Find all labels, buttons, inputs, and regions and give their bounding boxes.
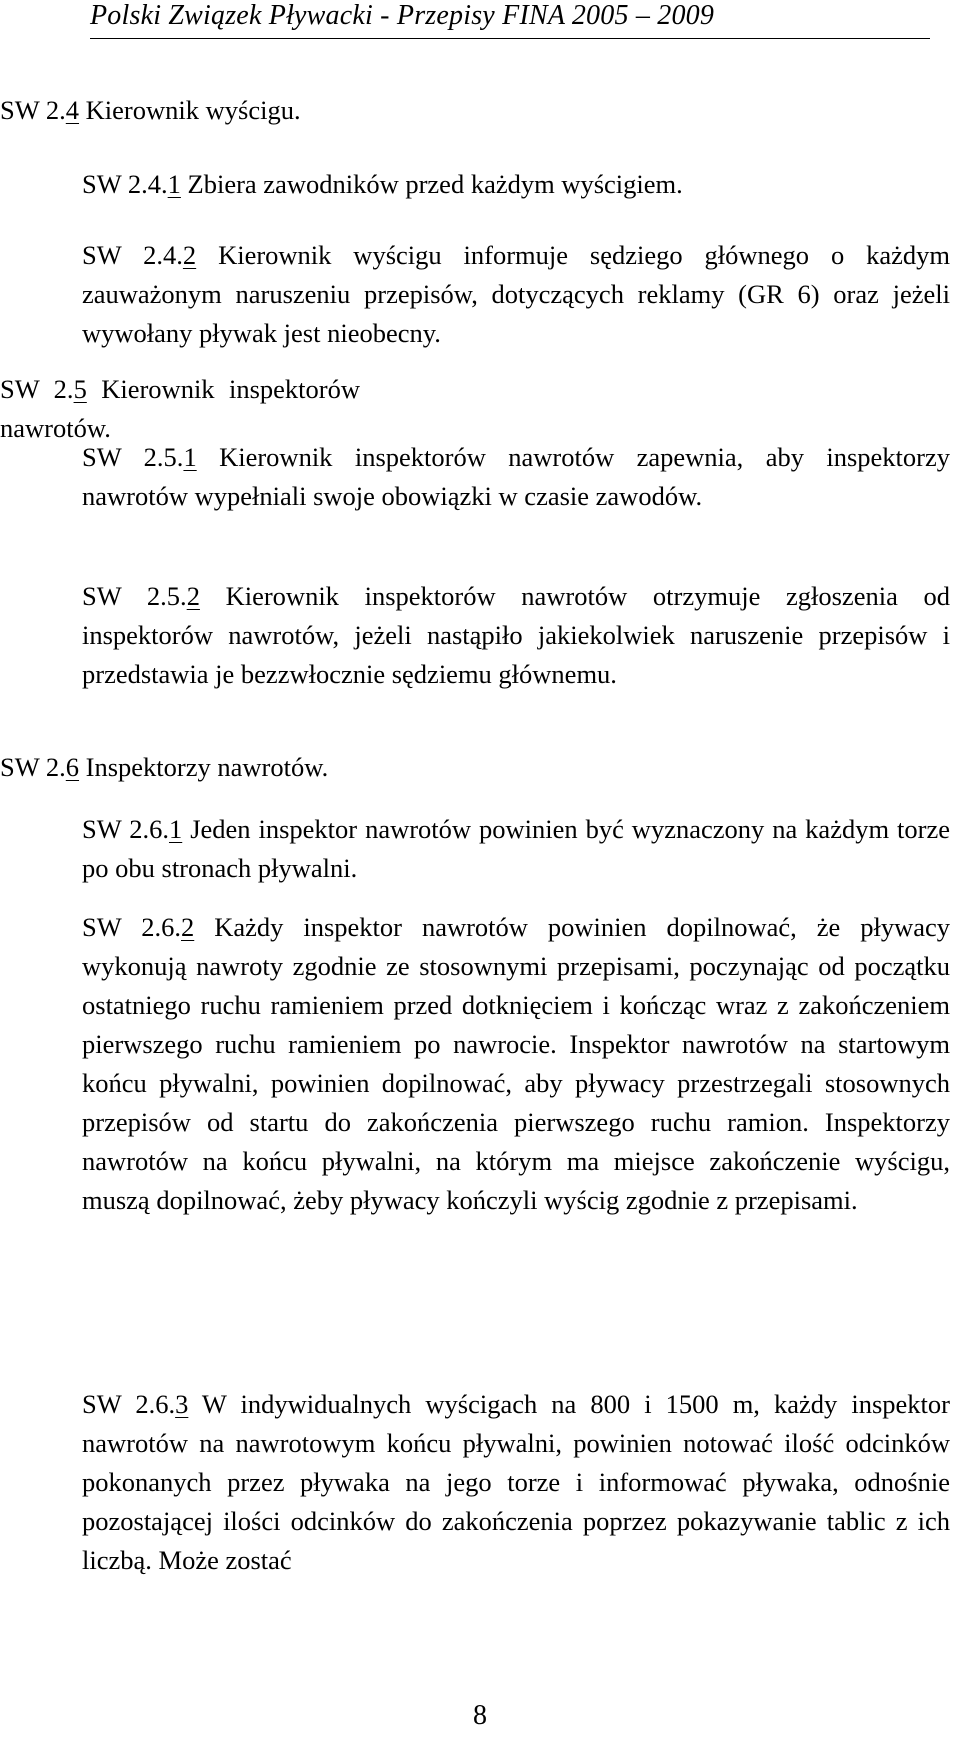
paragraph-sw-2-4-2 bbox=[82, 236, 950, 353]
section-number-prefix: SW 2. bbox=[0, 752, 66, 782]
section-number: 2 bbox=[182, 240, 197, 270]
section-number-prefix: SW 2. bbox=[0, 374, 74, 404]
section-heading-sw-2-6 bbox=[0, 748, 360, 787]
section-text: Kierownik inspektorów nawrotów otrzymuje zgłoszenia od inspektorów nawrotów, jeżeli nastąpiło jakiekolwiek naruszenie przepisów i przedstawia je bezzwłocznie sędziemu głównemu. bbox=[82, 581, 950, 689]
paragraph-sw-2-5-1 bbox=[82, 438, 950, 516]
page-number: 8 bbox=[473, 1700, 487, 1731]
section-number-prefix: SW 2. bbox=[0, 95, 66, 125]
section-number: 6 bbox=[65, 752, 80, 782]
paragraph-sw-2-4-1 bbox=[82, 165, 950, 204]
section-text: Kierownik wyścigu informuje sędziego głównego o każdym zauważonym naruszeniu przepisów, dotyczących reklamy (GR 6) oraz jeżeli wywołany pływak jest nieobecny. bbox=[82, 240, 950, 348]
section-text: Zbiera zawodników przed każdym wyścigiem. bbox=[180, 169, 683, 199]
section-number-prefix: SW 2.6. bbox=[82, 912, 181, 942]
section-number-prefix: SW 2.4. bbox=[82, 169, 168, 199]
section-text: Każdy inspektor nawrotów powinien dopilnować, że pływacy wykonują nawroty zgodnie ze stosownymi przepisami, poczynając od początku ostatniego ruchu ramieniem przed dotknięciem i kończąc wraz z zakończeniem pierwszego ruchu ramieniem po nawrocie. Inspektor nawrotów na startowym końcu pływalni, powinien dopilnować, aby pływacy przestrzegali stosownych przepisów od startu do zakończenia pierwszego ruchu ramion. Inspektorzy nawrotów na końcu pływalni, na którym ma miejsce zakończenie wyścigu, muszą dopilnować, żeby pływacy kończyli wyścig zgodnie z przepisami. bbox=[82, 912, 950, 1215]
section-text: Kierownik inspektorów nawrotów zapewnia, aby inspektorzy nawrotów wypełniali swoje obowiązki w czasie zawodów. bbox=[82, 442, 950, 511]
section-text: Jeden inspektor nawrotów powinien być wyznaczony na każdym torze po obu stronach pływalni. bbox=[82, 814, 950, 883]
paragraph-sw-2-6-1 bbox=[82, 810, 950, 888]
section-number-prefix: SW 2.4. bbox=[82, 240, 183, 270]
paragraph-sw-2-6-3 bbox=[82, 1385, 950, 1580]
section-text: Kierownik inspektorów nawrotów. bbox=[0, 374, 360, 443]
paragraph-sw-2-5-2 bbox=[82, 577, 950, 694]
section-number: 1 bbox=[168, 814, 183, 844]
section-number: 1 bbox=[183, 442, 197, 472]
paragraph-sw-2-6-2 bbox=[82, 908, 950, 1220]
section-text: W indywidualnych wyścigach na 800 i 1500 m, każdy inspektor nawrotów na nawrotowym końcu pływalni, powinien notować ilość odcinków pokonanych przez pływaka na jego torze i informować pływaka, odnośnie pozostającej ilości odcinków do zakończenia poprzez pokazywanie tablic z ich liczbą. Może zostać bbox=[82, 1389, 950, 1575]
section-number-prefix: SW 2.6. bbox=[82, 814, 169, 844]
section-text: Kierownik wyścigu. bbox=[79, 95, 301, 125]
section-number: 2 bbox=[181, 912, 195, 942]
section-heading-sw-2-5 bbox=[0, 370, 360, 448]
section-number: 3 bbox=[175, 1389, 189, 1419]
section-number: 5 bbox=[73, 374, 87, 404]
section-number: 2 bbox=[186, 581, 200, 611]
header-rule bbox=[90, 38, 930, 39]
section-number-prefix: SW 2.5. bbox=[82, 442, 184, 472]
section-heading-sw-2-4 bbox=[0, 91, 360, 130]
running-header: Polski Związek Pływacki - Przepisy FINA 2005 – 2009 bbox=[90, 0, 715, 31]
section-number: 1 bbox=[167, 169, 181, 199]
section-text: Inspektorzy nawrotów. bbox=[79, 752, 329, 782]
section-number-prefix: SW 2.5. bbox=[82, 581, 187, 611]
section-number-prefix: SW 2.6. bbox=[82, 1389, 176, 1419]
section-number: 4 bbox=[65, 95, 80, 125]
